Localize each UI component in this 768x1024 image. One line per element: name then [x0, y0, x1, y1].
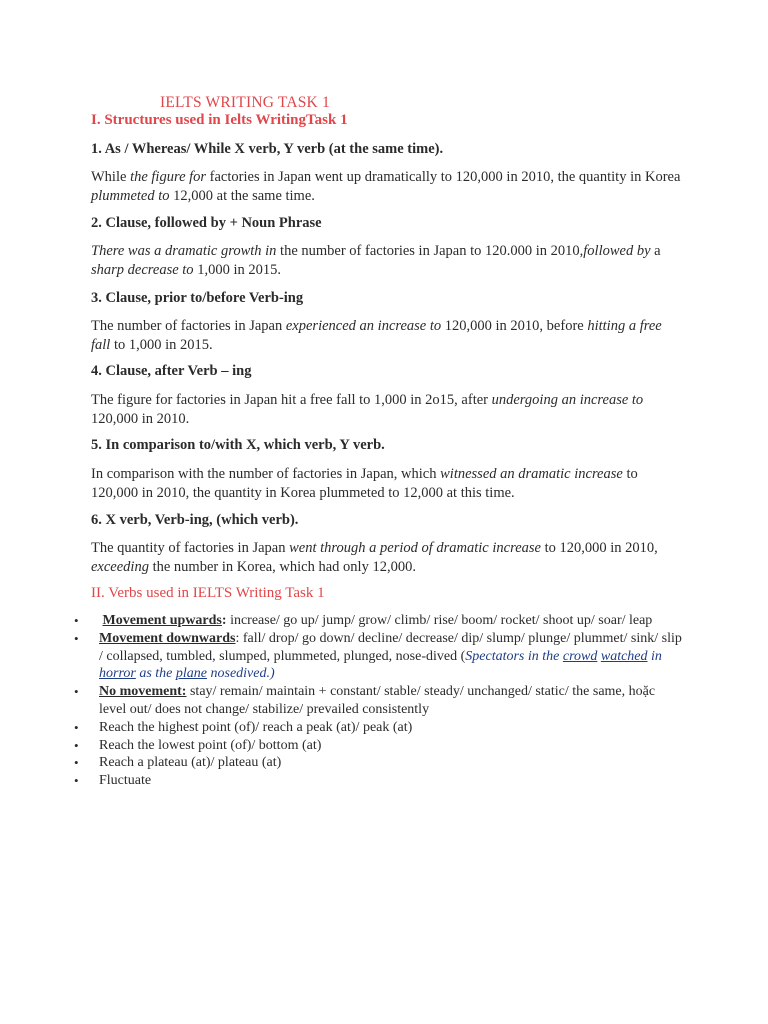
bullet-icon: •	[74, 773, 79, 789]
text-run: to 120,000 in 2010, the quantity in Korea plummeted to 12,000 at this time.	[91, 466, 638, 501]
italic-run: experienced an increase to	[285, 318, 442, 334]
italic-run: went through a period of dramatic increase	[289, 540, 541, 556]
item-3-heading: 3. Clause, prior to/before Verb-ing	[91, 290, 304, 306]
item-5-heading: 5. In comparison to/with X, which verb, Y verb.	[91, 437, 385, 453]
italic-run: followed by	[583, 243, 651, 259]
bullet-text: Reach the lowest point (of)/ bottom (at)	[99, 737, 322, 753]
item-1-paragraph	[91, 168, 681, 205]
italic-run: exceeding	[91, 558, 149, 575]
text-run: 12,000 at the same time.	[169, 187, 315, 204]
bullet-text: Fluctuate	[99, 773, 152, 789]
bullet-icon: •	[74, 630, 79, 646]
bullet-icon: •	[74, 737, 79, 753]
example-link-crowd[interactable]: crowd	[562, 648, 598, 664]
text-run: the number in Korea, which had only 12,000.	[148, 558, 416, 575]
item-2-paragraph	[91, 242, 681, 279]
bullet-label: No movement:	[99, 684, 187, 700]
bullet-text: Reach a plateau (at)/ plateau (at)	[99, 755, 282, 771]
text-run: factories in Japan went up dramatically to 120,000 in 2010, the quantity in Korea	[206, 169, 681, 185]
text-run: the number of factories in Japan to 120.000 in 2010,	[276, 243, 584, 259]
bullet-icon: •	[74, 613, 79, 628]
italic-run: witnessed an dramatic increase	[440, 466, 623, 482]
item-3-paragraph	[91, 317, 681, 354]
section-2-heading: II. Verbs used in IELTS Writing Task 1	[91, 585, 325, 601]
item-6-paragraph	[91, 539, 681, 576]
example-run: as the	[135, 666, 176, 682]
list-item	[74, 754, 684, 772]
bullet-icon: •	[74, 684, 79, 700]
bullet-text: increase/ go up/ jump/ grow/ climb/ rise/ boom/ rocket/ shoot up/ soar/ leap	[226, 613, 653, 628]
bullet-label: Movement upwards	[102, 613, 222, 628]
bullet-icon: •	[74, 719, 79, 735]
list-item	[74, 683, 684, 719]
list-item	[74, 612, 684, 630]
example-link-plane[interactable]: plane	[175, 666, 207, 682]
example-link-horror[interactable]: horror	[99, 666, 136, 682]
text-run: The number of factories in Japan	[91, 318, 286, 334]
italic-run: undergoing an increase to	[491, 392, 644, 408]
example-run: in	[647, 648, 662, 664]
section-1-heading: I. Structures used in Ielts WritingTask 1	[91, 112, 348, 128]
bullet-text: : fall/ drop/ go down/ decline/ decrease/ dip/ slump/ plunge/ plummet/ sink/ slip / collapsed, tumbled, slumped, plummeted, plunged, nose-dived (	[99, 630, 682, 664]
item-6-heading: 6. X verb, Verb-ing, (which verb).	[91, 512, 299, 528]
item-2-heading: 2. Clause, followed by + Noun Phrase	[91, 215, 322, 231]
text-run: 1,000 in 2015.	[193, 261, 281, 278]
list-item	[74, 772, 684, 790]
item-4-paragraph	[91, 391, 681, 428]
italic-run: the figure for	[130, 169, 207, 185]
text-run: While	[91, 169, 131, 185]
document-title: IELTS WRITING TASK 1	[160, 94, 330, 111]
list-item	[74, 737, 684, 755]
item-5-paragraph	[91, 465, 681, 502]
verbs-bullet-list	[74, 612, 684, 790]
colon-mark: :	[221, 613, 227, 628]
item-4-heading: 4. Clause, after Verb – ing	[91, 363, 252, 379]
italic-run: hitting a free fall	[91, 318, 662, 353]
bullet-text: stay/ remain/ maintain + constant/ stable/ steady/ unchanged/ static/ the same, hoặc level out/ does not change/ stabilize/ prevailed consistently	[99, 684, 656, 717]
list-item	[74, 630, 684, 683]
text-run: to 120,000 in 2010,	[540, 540, 658, 556]
example-link-watched[interactable]: watched	[600, 648, 648, 664]
text-run: In comparison with the number of factories in Japan, which	[91, 466, 441, 482]
text-run: The quantity of factories in Japan	[91, 540, 290, 556]
example-run: nosedived.)	[207, 666, 275, 682]
example-run: Spectators in the	[465, 648, 563, 664]
bullet-label: Movement downwards	[99, 630, 236, 646]
text-run: 120,000 in 2010, before	[441, 318, 588, 334]
italic-run: There was a dramatic growth in	[91, 243, 277, 259]
bullet-icon: •	[74, 755, 79, 771]
italic-run: sharp decrease to	[91, 261, 194, 278]
italic-run: plummeted to	[91, 187, 170, 204]
item-1-heading: 1. As / Whereas/ While X verb, Y verb (at the same time).	[91, 141, 444, 157]
text-run: The figure for factories in Japan hit a free fall to 1,000 in 2o15, after	[91, 392, 492, 408]
text-run: to 1,000 in 2015.	[110, 336, 213, 353]
bullet-text: Reach the highest point (of)/ reach a peak (at)/ peak (at)	[99, 719, 413, 735]
list-item	[74, 719, 684, 737]
text-run: 120,000 in 2010.	[91, 410, 190, 427]
text-run: a	[650, 243, 661, 259]
